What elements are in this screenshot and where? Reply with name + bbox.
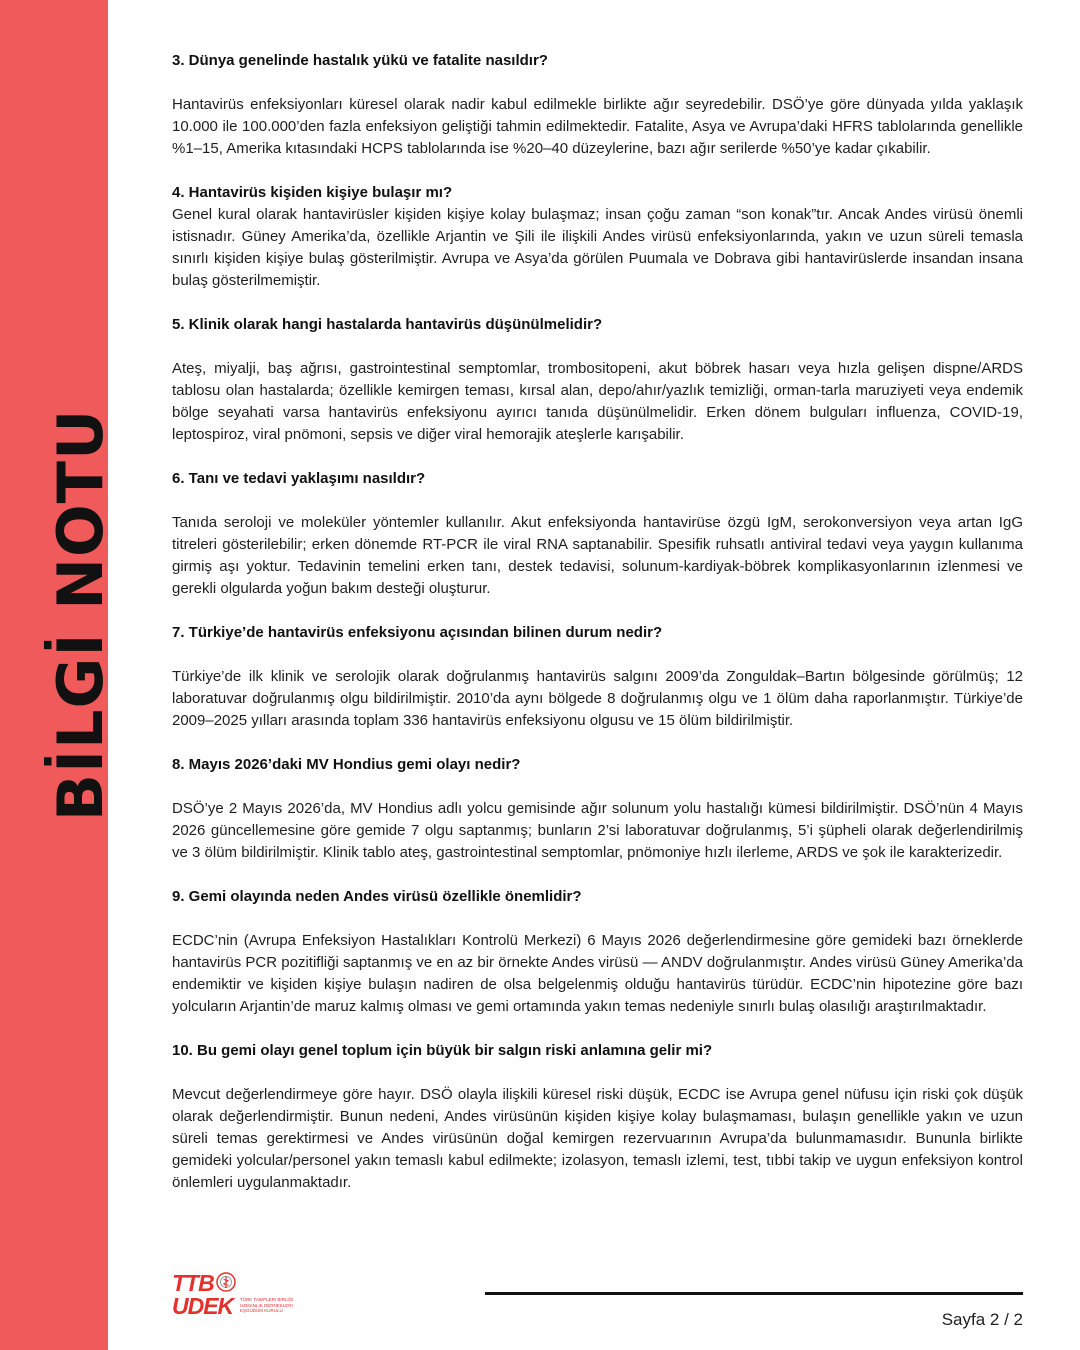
logo-ttb-text: TTB [172,1270,214,1296]
section-5 [172,314,1023,446]
section-text: Türkiye’de ilk klinik ve serolojik olarak doğrulanmış hantavirüs salgını 2009’da Zonguldak–Bartın bölgesinde görülmüş; 12 laboratuvar doğrulanmış olgu bildirilmiştir. 2010’da aynı bölgede 8 doğrulanmış olgu ve 1 ölüm daha raporlanmıştır. Türkiye’de 2009–2025 yılları arasında toplam 336 hantavirüs enfeksiyonu olgusu ve 15 ölüm bildirilmiştir. [172,668,1023,729]
footer-divider [485,1292,1023,1295]
section-3 [172,50,1023,160]
section-6 [172,468,1023,600]
section-heading: 7. Türkiye’de hantavirüs enfeksiyonu açısından bilinen durum nedir? [172,624,663,641]
section-text: Ateş, miyalji, baş ağrısı, gastrointestinal semptomlar, trombositopeni, akut böbrek hasarı veya hızla gelişen dispne/ARDS tablosu olan hastalarda; özellikle kemirgen teması, kırsal alan, depo/ahır/yazlık temizliği, orman-tarla maruziyeti veya endemik bölge seyahati varsa hantavirüs enfeksiyonu ayırıcı tanıda düşünülmelidir. Erken dönem bulguları influenza, COVID-19, leptospiroz, viral pnömoni, sepsis ve diğer viral hemorajik ateşlerle karışabilir. [172,360,1023,443]
section-heading: 3. Dünya genelinde hastalık yükü ve fatalite nasıldır? [172,52,548,69]
section-heading: 8. Mayıs 2026’daki MV Hondius gemi olayı nedir? [172,756,521,773]
section-7 [172,622,1023,732]
section-heading: 10. Bu gemi olayı genel toplum için büyük bir salgın riski anlamına gelir mi? [172,1042,713,1059]
side-band [0,0,117,1350]
logo-subtitle: TÜRK TABIPLERI BIRLIĞI UZMANLIK DERNEKLERI EŞGÜDÜM KURULU [240,1297,294,1313]
section-heading: 5. Klinik olarak hangi hastalarda hantavirüs düşünülmelidir? [172,316,603,333]
section-10 [172,1040,1023,1194]
logo-udek-text: UDEK [172,1293,234,1319]
ttb-udek-logo [172,1270,312,1322]
section-text: Genel kural olarak hantavirüsler kişiden kişiye kolay bulaşmaz; insan çoğu zaman “son konak”tır. Ancak Andes virüsü önemli istisnadır. Güney Amerika’da, özellikle Arjantin ve Şili ile ilişkili Andes virüsü enfeksiyonlarında, yakın ve uzun süreli temasla sınırlı kişiden kişiye bulaş gösterilmiştir. Avrupa ve Asya’da görülen Puumala ve Dobrava gibi hantavirüslerde insandan insana bulaş gösterilmemiştir. [172,206,1023,289]
document-body [172,50,1023,1216]
section-heading: 6. Tanı ve tedavi yaklaşımı nasıldır? [172,470,426,487]
side-title: BİLGİ NOTU [44,408,117,822]
section-heading: 9. Gemi olayında neden Andes virüsü özellikle önemlidir? [172,888,582,905]
section-text: DSÖ’ye 2 Mayıs 2026’da, MV Hondius adlı yolcu gemisinde ağır solunum yolu hastalığı kümesi bildirilmiştir. DSÖ’nün 4 Mayıs 2026 güncellemesine göre gemide 7 olgu saptanmış; bunların 2’si laboratuvar doğrulanmış, 5’i şüpheli olarak değerlendirilmiş ve 3 ölüm bildirilmiştir. Klinik tablo ateş, gastrointestinal semptomlar, pnömoniye hızlı ilerleme, ARDS ve şok ile karakterizedir. [172,800,1023,861]
caduceus-emblem-icon [216,1272,236,1292]
section-text: Hantavirüs enfeksiyonları küresel olarak nadir kabul edilmekle birlikte ağır seyredebilir. DSÖ’ye göre dünyada yılda yaklaşık 10.000 ile 100.000’den fazla enfeksiyon geliştiği tahmin edilmektedir. Fatalite, Asya ve Avrupa’daki HFRS tablolarında genellikle %1–15, Amerika kıtasındaki HCPS tablolarında ise %20–40 düzeylerine, bazı ağır serilerde %50’ye kadar çıkabilir. [172,96,1023,157]
section-8 [172,754,1023,864]
section-4 [172,182,1023,292]
section-9 [172,886,1023,1018]
page-number: Sayfa 2 / 2 [941,1310,1023,1329]
section-text: Mevcut değerlendirmeye göre hayır. DSÖ olayla ilişkili küresel riski düşük, ECDC ise Avrupa genel nüfusu için riski çok düşük olarak değerlendirmiştir. Bunun nedeni, Andes virüsünün kişiden kişiye kolay bulaşmaması, bulaşın genellikle yakın ve uzun süreli temas gerektirmesi ve Andes virüsünün doğal kemirgen rezervuarının Avrupa’da bulunmamasıdır. Bununla birlikte gemideki yolcular/personel yakın temaslı kabul edilmekte; izolasyon, temaslı izlemi, test, tıbbi takip ve uygun enfeksiyon kontrol önlemleri uygulanmaktadır. [172,1086,1023,1191]
section-text: ECDC’nin (Avrupa Enfeksiyon Hastalıkları Kontrolü Merkezi) 6 Mayıs 2026 değerlendirmesine göre gemideki bazı örneklerde hantavirüs PCR pozitifliği saptanmış ve en az bir örnekte Andes virüsü — ANDV doğrulanmıştır. Andes virüsü Güney Amerika’da endemiktir ve kişiden kişiye bulaşın nadiren de olsa belgelenmiş olduğu hantavirüs türüdür. ECDC’nin hipotezine göre bazı yolcuların Arjantin’de maruz kalmış olması ve gemi ortamında yakın temas nedeniyle sınırlı bulaş olasılığı araştırılmaktadır. [172,932,1023,1015]
section-text: Tanıda seroloji ve moleküler yöntemler kullanılır. Akut enfeksiyonda hantavirüse özgü IgM, serokonversiyon veya artan IgG titreleri gösterilebilir; erken dönemde RT-PCR ile viral RNA saptanabilir. Spesifik ruhsatlı antiviral tedavi veya yaygın kullanıma girmiş aşı yoktur. Tedavinin temelini erken tanı, destek tedavisi, solunum-kardiyak-böbrek komplikasyonlarının izlenmesi ve gerekli olgularda yoğun bakım desteği oluşturur. [172,514,1023,597]
section-heading: 4. Hantavirüs kişiden kişiye bulaşır mı? [172,184,453,201]
